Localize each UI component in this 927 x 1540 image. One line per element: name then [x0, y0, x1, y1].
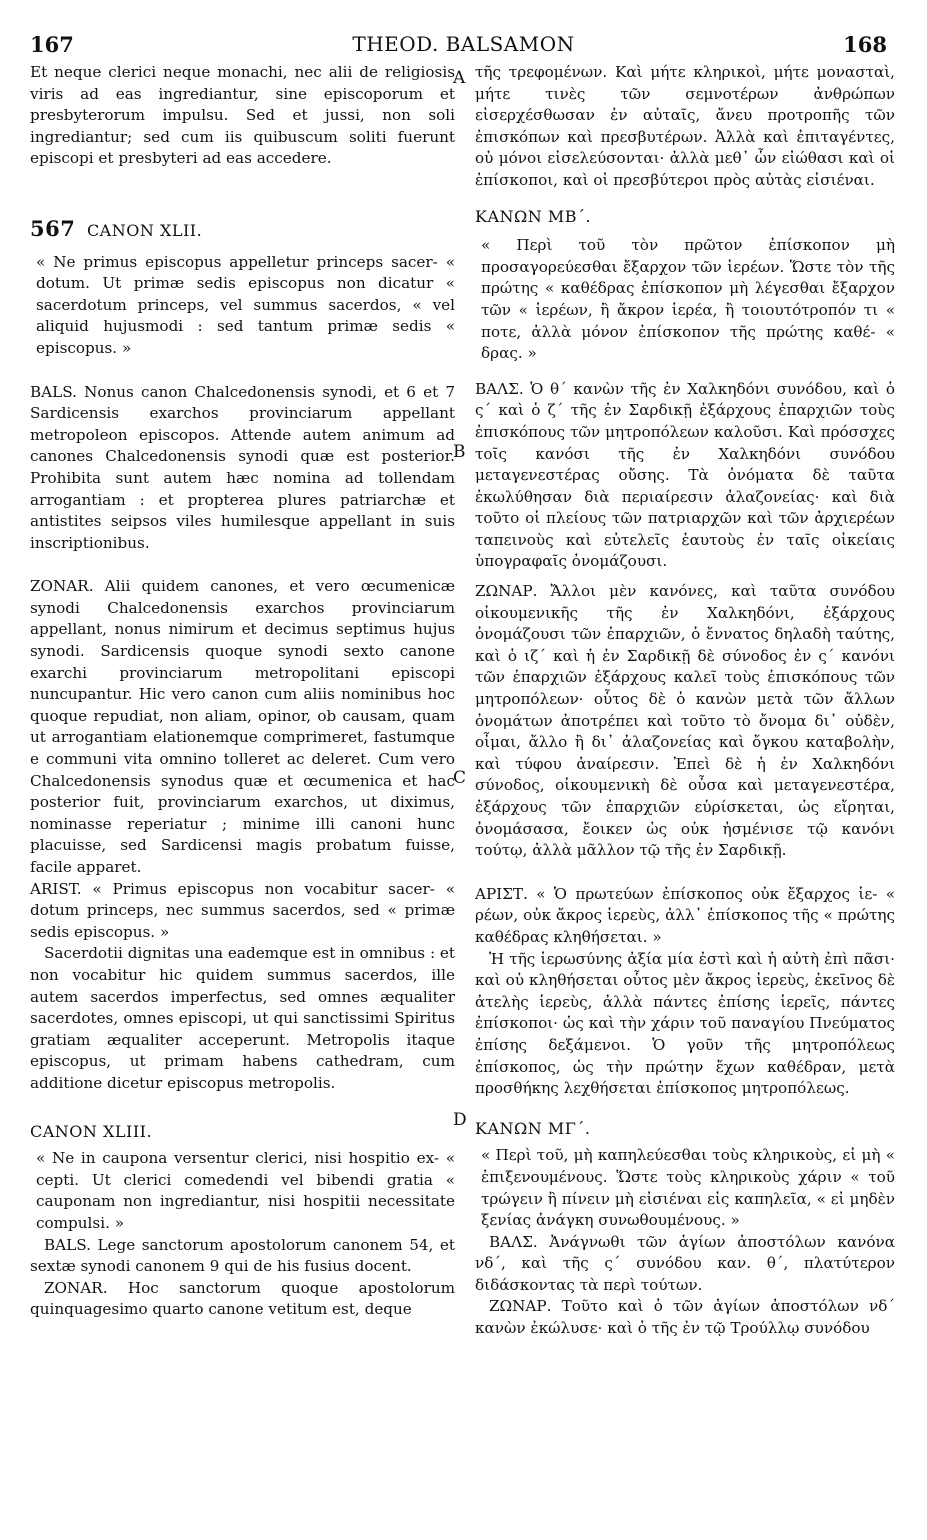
zonar-label: ZONAR.: [44, 1278, 108, 1297]
page-number-right: 168: [843, 32, 887, 57]
zonar-text: Alii quidem canones, et vero œcumenicæ synodi Chalcedonensis exarchos provinciarum appellant, nonus nimirum et decimus septimus hujus synodi. Sardicensis quoque synodi sexto canone exarchi provinciarum metropolitani episcopi nuncupantur. Hic vero canon cum aliis nominibus hoc quoque repudiat, non aliam, opinor, ob causam, quam ut arrogantiam elationemque comprimeret, fastumque e communi vita omnino tolleret ac deleret. Cum vero Chalcedonensis synodus quæ et œcumenica et hac posterior fuit, provinciarum exarchos, ut diximus, nominasse reperiatur ; minime illi canoni hunc placuisse, sed Sardicensi magis probatum fuisse, facile apparet.: [30, 577, 455, 876]
latin-intro: Et neque clerici neque monachi, nec alii de religiosis viris ad eas ingrediantur, sine episcoporum et presbyterorum impulsu. Sed et jussi, non soli ingrediantur; sed cum iis quibuscum soliti fuerunt episcopi et presbyteri ad eas accedere.: [30, 63, 455, 168]
bals-text: Lege sanctorum apostolorum canonem 54, et sextæ synodi canonem 9 qui de his fusius docent.: [30, 1235, 455, 1276]
arist-label: ARIST.: [30, 879, 82, 898]
margin-letter-d: D: [453, 1110, 467, 1130]
latin-column: [30, 62, 455, 1321]
latin-bals42: [30, 382, 455, 555]
bals-label: BALS.: [30, 382, 77, 401]
greek-arist42-commentary: Ἡ τῆς ἱερωσύνης ἀξία μία ἐστὶ καὶ ἡ αὐτὴ ἐπὶ πᾶσι· καὶ οὐ κληθήσεται οὗτος μὲν ἄκρος ἱερεὺς, ἐκεῖνος δὲ ἀτελὴς ἱερεὺς, ἀλλὰ πάντες ἐπίσης ἱερεῖς, πάντες ἐπίσκοποι· ὡς καὶ τὴν χάριν τοῦ παναγίου Πνεύματος ἐπίσης δεξάμενοι. Ὁ γοῦν τῆς μητροπόλεως ἐπίσκοπος, ὡς τὴν πρώτην ἔχων καθέδραν, μετὰ προσθήκης λεχθήσεται ἐπίσκοπος μητροπόλεως.: [475, 949, 895, 1098]
zonar-text: Ἄλλοι μὲν κανόνες, καὶ ταῦτα συνόδου οἰκουμενικῆς τῆς ἐν Χαλκηδόνι, ἐξάρχους ὀνομάζουσι τῶν ἐπαρχιῶν, ὁ ἔννατος δηλαδὴ ταύτης, καὶ ὁ ιζ΄ καὶ ἡ ἐν Σαρδικῇ δὲ σύνοδος ἐν ς΄ κανόνι τῶν ἐπαρχιῶν ἐξάρχους καλεῖ τοὺς ἐπισκόπους τῶν μητροπόλεων· οὗτος δὲ ὁ κανὼν μετὰ τῶν ἄλλων ὀνομάτων ἀποτρέπει καὶ τοῦτο τὸ ὄνομα δι᾽ οὐδὲν, οἶμαι, ἄλλο ἢ δι᾽ ἀλαζονείας καὶ ὄγκου καταβολὴν, καὶ τύφου ἀναίρεσιν. Ἐπεὶ δὲ ἡ ἐν Χαλκηδόνι σύνοδος, οἰκουμενικὴ δὲ οὖσα καὶ μεταγενεστέρα, ἐξάρχους τῶν ἐπαρχιῶν εὑρίσκεται, ὡς εἴρηται, ὀνομάσασα, ἔοικεν ὡς οὐκ ἠσμένισε τῷ κανόνι τούτῳ, ἀλλὰ μᾶλλον τῷ τῆς ἐν Σαρδικῇ.: [475, 582, 896, 860]
latin-arist42: [30, 879, 455, 944]
page-header: [0, 0, 927, 56]
zonar-label: ΖΩΝΑΡ.: [489, 1297, 552, 1316]
greek-canon43-text: « Περὶ τοῦ, μὴ καπηλεύεσθαι τοὺς κληρικοὺς, εἰ μὴ « ἐπιξενουμένους. Ὥστε τοὺς κληρικοὺς χάριν « τοῦ τρώγειν ἢ πίνειν μὴ εἰσιέναι εἰς καπηλεῖα, « εἰ μηδὲν ξενίας ἀνάγκη συνωθουμένους. »: [481, 1146, 895, 1230]
bals-label: ΒΑΛΣ.: [475, 379, 524, 398]
greek-bals43: [475, 1232, 895, 1297]
greek-intro: τῆς τρεφομένων. Καὶ μήτε κληρικοὶ, μήτε μονασταὶ, μήτε τινὲς τῶν σεμνοτέρων ἀνθρώπων εἰσερχέσθωσαν ἐν αὐταῖς, ἄνευ προτροπῆς τῶν ἐπισκόπων καὶ πρεσβυτέρων. Ἀλλὰ καὶ ἐπιταγέντες, οὐ μόνοι εἰσελεύσονται· ἀλλὰ μεθ᾽ ὧν εἰώθασι καὶ οἱ ἐπίσκοποι, καὶ οἱ πρεσβύτεροι πρὸς αὐτὰς εἰσιέναι.: [475, 63, 895, 189]
running-head: THEOD. BALSAMON: [352, 32, 575, 56]
arist-label: ΑΡΙΣΤ.: [475, 884, 528, 903]
margin-letter-b: B: [453, 442, 466, 462]
greek-zonar43: [475, 1296, 895, 1339]
column-number: 567: [30, 215, 76, 241]
greek-canon43-title: ΚΑΝΩΝ ΜΓ΄.: [475, 1118, 591, 1138]
latin-zonar42: [30, 576, 455, 878]
latin-canon42-text: « Ne primus episcopus appelletur princeps sacer- « dotum. Ut primæ sedis episcopus non dicatur « sacerdotum princeps, vel summus sacerdos, « vel aliquid hujusmodi : sed tantum primæ sedis « episcopus. »: [36, 252, 455, 357]
zonar-label: ZONAR.: [30, 577, 94, 596]
latin-zonar43: [30, 1278, 455, 1321]
margin-letter-a: A: [453, 68, 466, 88]
bals-label: BALS.: [44, 1235, 91, 1254]
bals-text: Ἀνάγνωθι τῶν ἁγίων ἀποστόλων κανόνα νδ΄, καὶ τῆς ς΄ συνόδου καν. θ΄, πλατύτερον διδάσκοντας τὰ περὶ τούτων.: [475, 1232, 896, 1294]
greek-canon42-title: ΚΑΝΩΝ ΜΒ΄.: [475, 206, 592, 226]
latin-canon42-heading: [30, 215, 455, 242]
arist-text: « Primus episcopus non vocabitur sacer- « dotum princeps, nec summus sacerdos, sed « primæ sedis episcopus. »: [30, 879, 456, 941]
arist-text: « Ὁ πρωτεύων ἐπίσκοπος οὐκ ἔξαρχος ἱε- « ρέων, οὐκ ἄκρος ἱερεὺς, ἀλλ᾽ ἐπίσκοπος τῆς « πρώτης καθέδρας κληθήσεται. »: [475, 884, 895, 946]
page-number-left: 167: [30, 32, 74, 57]
greek-zonar42: [475, 581, 895, 862]
greek-arist42: [475, 884, 895, 949]
zonar-label: ΖΩΝΑΡ.: [475, 582, 538, 601]
latin-canon42-title: CANON XLII.: [86, 220, 203, 240]
latin-canon43-title: CANON XLIII.: [30, 1121, 153, 1141]
bals-text: Nonus canon Chalcedonensis synodi, et 6 et 7 Sardicensis exarchos provinciarum appellant metropoleon episcopos. Attende autem animum ad canones Chalcedonensis synodi quæ est posterior. Prohibita sunt autem hæc nomina ad tollendam arrogantiam : et propterea plures patriarchæ et antistites seipsos viles humilesque appellant in suis inscriptionibus.: [30, 382, 456, 552]
zonar-text: Τοῦτο καὶ ὁ τῶν ἁγίων ἀποστόλων νδ΄ κανὼν ἐκώλυσε· καὶ ὁ τῆς ἐν τῷ Τρούλλῳ συνόδου: [475, 1297, 896, 1338]
margin-letter-c: C: [453, 768, 467, 788]
latin-canon43-text: « Ne in caupona versentur clerici, nisi hospitio ex- « cepti. Ut clerici comedendi vel bibendi gratia « cauponam non ingrediantur, nisi hospitii necessitate compulsi. »: [36, 1149, 455, 1232]
latin-arist42-commentary: Sacerdotii dignitas una eademque est in omnibus : et non vocabitur hic quidem summus sacerdos, ille autem sacerdos imperfectus, sed omnes æqualiter sacerdotes, omnes episcopi, ut qui sanctissimi Spiritus gratiam æqualiter acceperunt. Metropolis itaque episcopus, ut primam habens cathedram, cum additione dicetur episcopus metropolis.: [30, 944, 455, 1092]
latin-bals43: [30, 1235, 455, 1278]
bals-text: Ὁ θ΄ κανὼν τῆς ἐν Χαλκηδόνι συνόδου, καὶ ὁ ς΄ καὶ ὁ ζ΄ τῆς ἐν Σαρδικῇ ἐξάρχους ἐπαρχιῶν τοὺς ἐπισκόπους τῶν μητροπόλεων καλοῦσι. Καὶ πρόσσχες τοῖς κανόσι τῆς ἐν Χαλκηδόνι συνόδου μεταγενεστέρας οὔσης. Τὰ ὀνόματα δὲ ταῦτα ἐκωλύθησαν διὰ περιαίρεσιν ἀλαζονείας· καὶ διὰ τοῦτο οἱ πλείους τῶν πατριαρχῶν καὶ τῶν ἀρχιερέων ταπεινοὺς καὶ εὐτελεῖς ἑαυτοὺς ἐν ταῖς οἰκείαις ὑπογραφαῖς ὀνομάζουσι.: [475, 379, 895, 571]
greek-bals42: [475, 379, 895, 573]
greek-canon42-text: « Περὶ τοῦ τὸν πρῶτον ἐπίσκοπον μὴ προσαγορεύεσθαι ἔξαρχον τῶν ἱερέων. Ὥστε τὸν τῆς πρώτης « καθέδρας ἐπίσκοπον μὴ λέγεσθαι ἔξαρχον τῶν « ἱερέων, ἢ ἄκρον ἱερέα, ἢ τοιουτότροπόν τι « ποτε, ἀλλὰ μόνον ἐπίσκοπον τῆς πρώτης καθέ- « δρας. »: [481, 236, 895, 363]
greek-column: [475, 62, 895, 1340]
bals-label: ΒΑΛΣ.: [489, 1232, 538, 1251]
zonar-text: Hoc sanctorum quoque apostolorum quinquagesimo quarto canone vetitum est, deque: [30, 1278, 456, 1319]
